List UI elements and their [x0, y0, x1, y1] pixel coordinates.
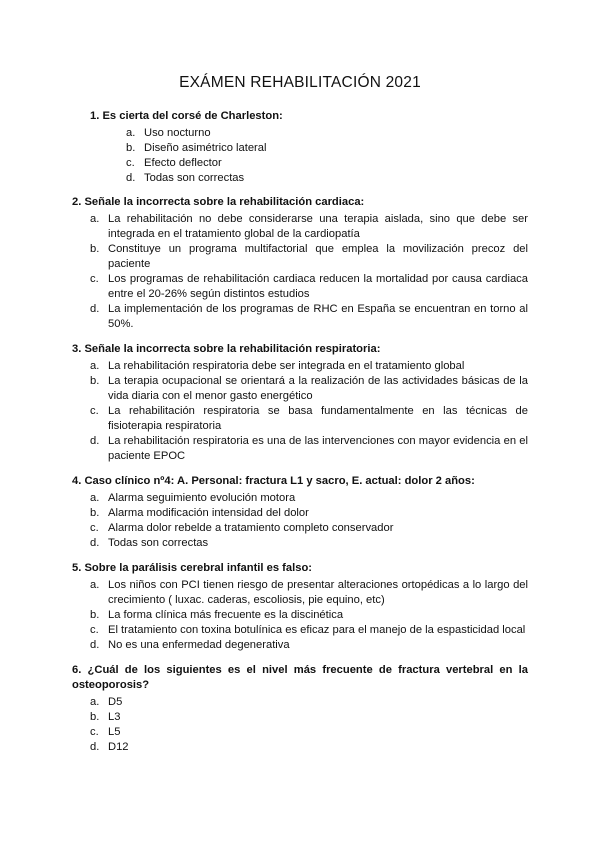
option-letter: b. [90, 243, 100, 255]
option-letter: c. [90, 624, 99, 636]
option-c [72, 272, 528, 302]
question-6 [72, 663, 528, 755]
question-title [72, 663, 528, 693]
option-text: Diseño asimétrico lateral [144, 142, 267, 154]
option-letter: c. [90, 522, 99, 534]
option-a [72, 126, 528, 141]
option-text: Efecto deflector [144, 157, 222, 169]
option-d [72, 536, 528, 551]
option-b [72, 141, 528, 156]
question-number: 2. [72, 196, 82, 208]
option-c [72, 623, 528, 638]
option-letter: c. [90, 726, 99, 738]
option-letter: a. [90, 492, 100, 504]
option-letter: a. [126, 127, 136, 139]
option-letter: d. [90, 741, 100, 753]
option-text: La rehabilitación respiratoria es una de las intervenciones con mayor evidencia en el paciente EPOC [108, 435, 528, 462]
option-text: No es una enfermedad degenerativa [108, 639, 290, 651]
question-title [72, 561, 528, 576]
option-text: La implementación de los programas de RHC en España se encuentran en torno al 50%. [108, 303, 528, 330]
option-c [72, 521, 528, 536]
question-number: 5. [72, 562, 82, 574]
option-text: La forma clínica más frecuente es la discinética [108, 609, 344, 621]
option-text: La terapia ocupacional se orientará a la realización de las actividades básicas de la vida diaria con el menor gasto energético [108, 375, 528, 402]
option-b [72, 506, 528, 521]
option-letter: d. [90, 537, 100, 549]
question-2 [72, 195, 528, 332]
option-letter: b. [90, 609, 100, 621]
option-c [72, 725, 528, 740]
option-text: L5 [108, 726, 121, 738]
question-title [72, 342, 528, 357]
option-letter: c. [90, 405, 99, 417]
option-letter: d. [90, 303, 100, 315]
option-list [72, 359, 528, 464]
option-text: D12 [108, 741, 129, 753]
option-a [72, 695, 528, 710]
question-text: Caso clínico nº4: A. Personal: fractura L1 y sacro, E. actual: dolor 2 años: [84, 475, 475, 487]
option-text: Todas son correctas [108, 537, 209, 549]
question-title [72, 474, 528, 489]
option-letter: a. [90, 360, 100, 372]
option-list [72, 491, 528, 551]
question-text: Señale la incorrecta sobre la rehabilitación cardiaca: [84, 196, 365, 208]
question-text: Sobre la parálisis cerebral infantil es falso: [84, 562, 313, 574]
option-b [72, 242, 528, 272]
question-1 [72, 109, 528, 186]
option-letter: b. [90, 507, 100, 519]
option-text: El tratamiento con toxina botulínica es eficaz para el manejo de la espasticidad local [108, 624, 526, 636]
option-letter: a. [90, 213, 100, 225]
option-text: La rehabilitación respiratoria se basa fundamentalmente en las técnicas de fisioterapia respiratoria [108, 405, 528, 432]
option-letter: d. [90, 639, 100, 651]
option-a [72, 491, 528, 506]
option-list [72, 126, 528, 186]
option-text: D5 [108, 696, 123, 708]
option-a [72, 359, 528, 374]
option-letter: b. [90, 711, 100, 723]
option-text: Alarma modificación intensidad del dolor [108, 507, 309, 519]
option-letter: b. [90, 375, 100, 387]
option-text: La rehabilitación respiratoria debe ser integrada en el tratamiento global [108, 360, 465, 372]
option-c [72, 404, 528, 434]
option-letter: d. [126, 172, 136, 184]
option-b [72, 710, 528, 725]
question-number: 1. [90, 110, 100, 122]
option-text: Los niños con PCI tienen riesgo de presentar alteraciones ortopédicas a lo largo del crecimiento ( luxac. caderas, escoliosis, pie equino, etc) [108, 579, 528, 606]
option-text: Constituye un programa multifactorial que emplea la movilización precoz del paciente [108, 243, 528, 270]
question-title [72, 195, 528, 210]
option-d [72, 638, 528, 653]
option-b [72, 374, 528, 404]
option-a [72, 212, 528, 242]
question-3 [72, 342, 528, 464]
option-b [72, 608, 528, 623]
question-number: 3. [72, 343, 82, 355]
question-text: Señale la incorrecta sobre la rehabilitación respiratoria: [84, 343, 381, 355]
option-letter: a. [90, 579, 100, 591]
option-d [72, 302, 528, 332]
option-a [72, 578, 528, 608]
option-letter: d. [90, 435, 100, 447]
option-text: L3 [108, 711, 121, 723]
option-text: Alarma seguimiento evolución motora [108, 492, 296, 504]
option-text: Uso nocturno [144, 127, 211, 139]
question-text: ¿Cuál de los siguientes es el nivel más frecuente de fractura vertebral en la osteoporosis? [72, 664, 529, 691]
option-text: Todas son correctas [144, 172, 245, 184]
page-title: EXÁMEN REHABILITACIÓN 2021 [179, 74, 421, 91]
option-letter: a. [90, 696, 100, 708]
option-d [72, 171, 528, 186]
question-5 [72, 561, 528, 653]
option-d [72, 434, 528, 464]
option-letter: c. [126, 157, 135, 169]
option-list [72, 212, 528, 332]
question-4 [72, 474, 528, 551]
question-number: 4. [72, 475, 82, 487]
option-text: Alarma dolor rebelde a tratamiento completo conservador [108, 522, 394, 534]
option-c [72, 156, 528, 171]
question-text: Es cierta del corsé de Charleston: [102, 110, 283, 122]
option-d [72, 740, 528, 755]
question-number: 6. [72, 664, 82, 676]
question-title [72, 109, 528, 124]
option-letter: c. [90, 273, 99, 285]
option-list [72, 695, 528, 755]
option-text: Los programas de rehabilitación cardiaca reducen la mortalidad por causa cardiaca entre el 20-26% según distintos estudios [108, 273, 528, 300]
option-list [72, 578, 528, 653]
option-text: La rehabilitación no debe considerarse una terapia aislada, sino que debe ser integrada en el tratamiento global de la cardiopatía [108, 213, 528, 240]
option-letter: b. [126, 142, 136, 154]
